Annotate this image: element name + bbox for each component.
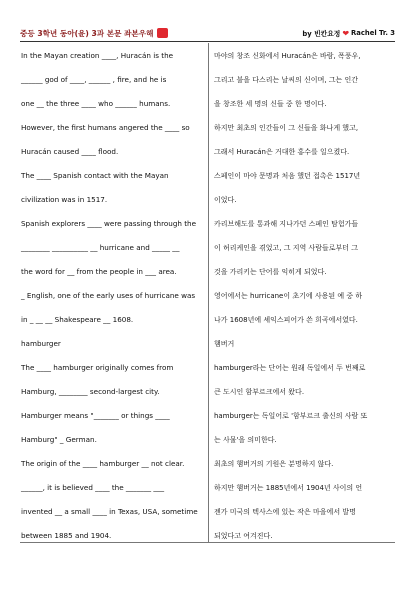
english-line: hamburger [21,339,61,348]
english-line: Huracán caused ____ flood. [21,147,119,156]
english-line: Spanish explorers ____ were passing through the [21,219,197,228]
english-line: the word for __ from the people in ___ area. [21,267,177,276]
english-line: Hamburg" _ German. [21,435,97,444]
korean-line: 카리브해도를 통과해 지나가던 스페인 탐험가들 [214,220,359,228]
english-line: However, the first humans angered the ____ so [21,123,190,132]
korean-line: 하지만 최초의 인간들이 그 신들을 화나게 했고, [214,124,359,132]
english-line: Hamburger means "_______ or things ____ [21,411,170,420]
korean-line: 이 허리케인을 겪었고, 그 지역 사람들로부터 그 [214,244,359,252]
red-mark-icon [157,28,168,38]
korean-column [214,44,394,548]
english-line: ______ god of ____, ______ , fire, and he is [21,75,167,84]
korean-line: 는 사물'을 의미한다. [214,436,277,444]
korean-line: 햄버거 [214,340,235,348]
heart-icon: ❤ [342,28,350,38]
english-line: in _ __ __ Shakespeare __ 1608. [21,315,134,324]
korean-line: 스페인이 마야 문명과 처음 했던 접촉은 1517년 [214,172,361,180]
korean-line: 하지만 햄버거는 1885년에서 1904년 사이의 언 [214,484,363,492]
korean-line: 최초의 햄버거의 기원은 분명하지 않다. [214,460,334,468]
author [302,28,395,38]
header [20,24,395,42]
english-line: civilization was in 1517. [21,195,108,204]
korean-line: 그리고 불을 다스리는 날씨의 신이며, 그는 인간 [214,76,359,84]
korean-line: hamburger라는 단어는 원래 독일에서 두 번째로 [214,364,366,372]
english-line: The ____ Spanish contact with the Mayan [21,171,169,180]
english-line: ________ __________ __ hurricane and _____ __ [21,243,180,252]
korean-line: 그래서 Huracán은 거대한 홍수를 일으켰다. [214,148,350,156]
author-prefix: by 빈칸요정 [302,30,341,38]
english-line: Hamburg, ________ second-largest city. [21,387,160,396]
korean-line: 젠가 미국의 텍사스에 있는 작은 마을에서 발명 [214,508,356,516]
english-line: The origin of the ____ hamburger __ not clear. [21,459,185,468]
korean-line: 이었다. [214,196,237,204]
author-suffix: Rachel Tr. 3 [351,29,395,37]
english-line: invented __ a small ____ in Texas, USA, sometime [21,507,198,516]
korean-line: 것을 가리키는 단어를 익히게 되었다. [214,268,327,276]
korean-line: 큰 도시인 함부르크에서 왔다. [214,388,305,396]
page-title [20,28,168,39]
english-line: one __ the three ____ who ______ humans. [21,99,171,108]
english-column [21,44,202,548]
english-line: between 1885 and 1904. [21,531,112,540]
english-line: In the Mayan creation ____, Huracán is the [21,51,174,60]
english-line: _ English, one of the early uses of hurricane was [21,291,196,300]
english-line: ______, it is believed ____ the _______ ___ [21,483,165,492]
english-line: The ____ hamburger originally comes from [21,363,174,372]
korean-line: 나가 1608년에 셰익스피어가 쓴 희곡에서였다. [214,316,358,324]
korean-line: hamburger는 독일어로 '함부르크 출신의 사람 또 [214,412,368,420]
korean-line: 영어에서는 hurricane이 초기에 사용된 예 중 하 [214,292,363,300]
korean-line: 되었다고 여겨진다. [214,532,273,540]
column-divider [208,43,209,543]
korean-line: 을 창조한 세 명의 신들 중 한 명이다. [214,100,327,108]
korean-line: 마야의 창조 신화에서 Huracán은 바람, 폭풍우, [214,52,361,60]
header-rule [20,41,395,42]
title-text: 중등 3학년 동아(윤) 3과 본문 좌본우해 [20,28,154,38]
